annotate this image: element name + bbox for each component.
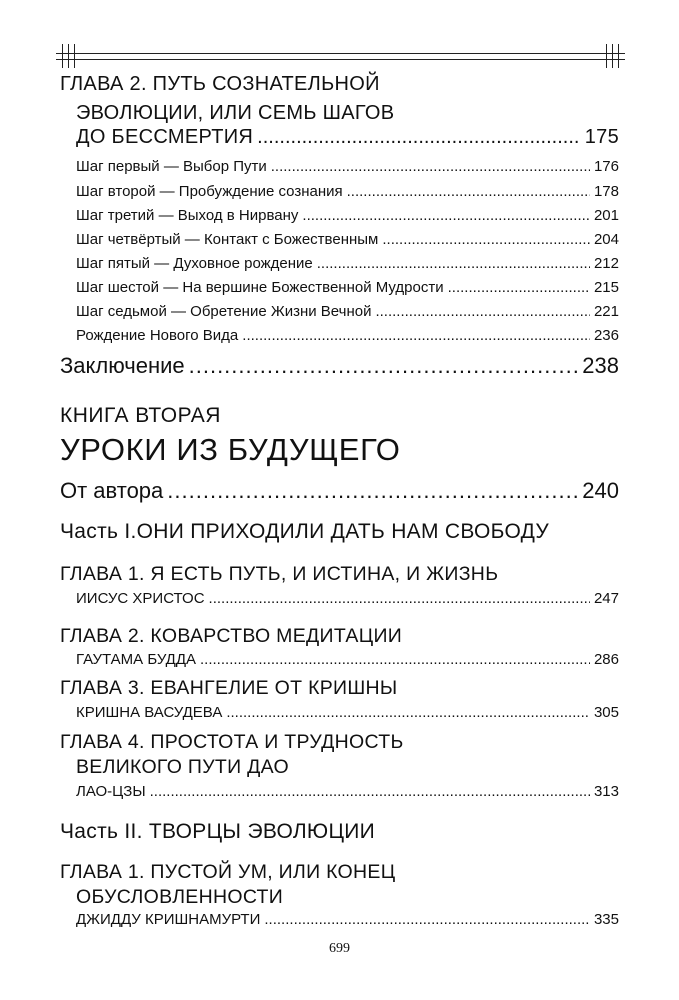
chapter-title-line: ОБУСЛОВЛЕННОСТИ bbox=[76, 886, 284, 908]
dot-leader bbox=[264, 911, 590, 928]
dot-leader bbox=[317, 255, 590, 272]
toc-entry-page: 212 bbox=[593, 255, 619, 272]
dot-leader bbox=[150, 783, 590, 800]
toc-entry-title: От автора bbox=[60, 478, 164, 503]
dot-leader bbox=[209, 590, 590, 607]
dot-leader bbox=[226, 704, 590, 721]
toc-entry[interactable] bbox=[76, 783, 619, 800]
chapter-title-line: ГЛАВА 2. КОВАРСТВО МЕДИТАЦИИ bbox=[60, 625, 403, 647]
toc-entry-page: 175 bbox=[584, 126, 619, 148]
book-title: УРОКИ ИЗ БУДУЩЕГО bbox=[60, 432, 401, 467]
toc-entry[interactable] bbox=[76, 183, 619, 200]
chapter-title-line: ГЛАВА 1. Я ЕСТЬ ПУТЬ, И ИСТИНА, И ЖИЗНЬ bbox=[60, 563, 499, 585]
toc-entry-chapter[interactable] bbox=[76, 126, 619, 149]
header-rule-thin bbox=[56, 59, 625, 60]
toc-entry-title: Шаг первый — Выбор Пути bbox=[76, 158, 267, 175]
toc-entry-page: 286 bbox=[593, 651, 619, 668]
toc-entry-page: 204 bbox=[593, 231, 619, 248]
toc-entry-title: ДО БЕССМЕРТИЯ bbox=[76, 126, 254, 148]
toc-entry-page: 305 bbox=[593, 704, 619, 721]
toc-entry-title: ЛАО-ЦЗЫ bbox=[76, 783, 146, 800]
toc-entry-page: 215 bbox=[593, 279, 619, 296]
dot-leader bbox=[382, 231, 590, 248]
toc-entry-page: 221 bbox=[593, 303, 619, 320]
chapter-title-line: ВЕЛИКОГО ПУТИ ДАО bbox=[76, 756, 289, 778]
dot-leader bbox=[189, 353, 579, 379]
toc-entry[interactable] bbox=[76, 911, 619, 928]
dot-leader bbox=[242, 327, 590, 344]
toc-entry-title: ДЖИДДУ КРИШНАМУРТИ bbox=[76, 911, 261, 928]
left-ornament-icon bbox=[56, 44, 78, 68]
toc-entry-author-note[interactable] bbox=[60, 478, 619, 504]
toc-entry-page: 238 bbox=[582, 353, 619, 378]
toc-entry-title: Шаг седьмой — Обретение Жизни Вечной bbox=[76, 303, 372, 320]
chapter-title-line: ГЛАВА 2. ПУТЬ СОЗНАТЕЛЬНОЙ bbox=[60, 73, 380, 95]
toc-entry-page: 176 bbox=[593, 158, 619, 175]
part-title: Часть II. ТВОРЦЫ ЭВОЛЮЦИИ bbox=[60, 820, 376, 843]
dot-leader bbox=[302, 207, 590, 224]
toc-entry-title: Рождение Нового Вида bbox=[76, 327, 239, 344]
toc-entry-page: 236 bbox=[593, 327, 619, 344]
toc-entry[interactable] bbox=[76, 255, 619, 272]
header-rule bbox=[56, 53, 625, 54]
dot-leader bbox=[200, 651, 590, 668]
toc-entry-title: ГАУТАМА БУДДА bbox=[76, 651, 197, 668]
chapter-title-line: ЭВОЛЮЦИИ, ИЛИ СЕМЬ ШАГОВ bbox=[76, 102, 395, 124]
toc-entry[interactable] bbox=[76, 327, 619, 344]
toc-entry-page: 240 bbox=[582, 478, 619, 503]
dot-leader bbox=[347, 183, 590, 200]
page-number: 699 bbox=[329, 941, 350, 956]
toc-entry-title: Шаг второй — Пробуждение сознания bbox=[76, 183, 343, 200]
toc-entry[interactable] bbox=[76, 590, 619, 607]
toc-entry[interactable] bbox=[76, 704, 619, 721]
toc-entry-title: КРИШНА ВАСУДЕВА bbox=[76, 704, 223, 721]
dot-leader bbox=[375, 303, 590, 320]
dot-leader bbox=[257, 126, 581, 149]
toc-entry-page: 313 bbox=[593, 783, 619, 800]
chapter-title-line: ГЛАВА 1. ПУСТОЙ УМ, ИЛИ КОНЕЦ bbox=[60, 861, 396, 883]
chapter-title-line: ГЛАВА 3. ЕВАНГЕЛИЕ ОТ КРИШНЫ bbox=[60, 677, 398, 699]
dot-leader bbox=[271, 158, 590, 175]
toc-entry-page: 247 bbox=[593, 590, 619, 607]
dot-leader bbox=[448, 279, 590, 296]
toc-entry-title: Шаг третий — Выход в Нирвану bbox=[76, 207, 299, 224]
right-ornament-icon bbox=[602, 44, 624, 68]
toc-entry-title: Шаг четвёртый — Контакт с Божественным bbox=[76, 231, 379, 248]
toc-entry-conclusion[interactable] bbox=[60, 353, 619, 379]
toc-entry[interactable] bbox=[76, 158, 619, 175]
toc-entry-page: 201 bbox=[593, 207, 619, 224]
chapter-title-line: ГЛАВА 4. ПРОСТОТА И ТРУДНОСТЬ bbox=[60, 731, 404, 753]
toc-entry[interactable] bbox=[76, 303, 619, 320]
book-label: КНИГА ВТОРАЯ bbox=[60, 404, 221, 427]
toc-entry-page: 178 bbox=[593, 183, 619, 200]
toc-entry[interactable] bbox=[76, 207, 619, 224]
toc-entry-title: Шаг шестой — На вершине Божественной Мудрости bbox=[76, 279, 444, 296]
part-title: Часть I.ОНИ ПРИХОДИЛИ ДАТЬ НАМ СВОБОДУ bbox=[60, 520, 550, 543]
toc-entry[interactable] bbox=[76, 651, 619, 668]
toc-entry-page: 335 bbox=[593, 911, 619, 928]
toc-entry-title: Заключение bbox=[60, 353, 185, 378]
toc-entry[interactable] bbox=[76, 231, 619, 248]
dot-leader bbox=[167, 478, 578, 504]
toc-entry[interactable] bbox=[76, 279, 619, 296]
toc-entry-title: Шаг пятый — Духовное рождение bbox=[76, 255, 313, 272]
toc-entry-title: ИИСУС ХРИСТОС bbox=[76, 590, 205, 607]
